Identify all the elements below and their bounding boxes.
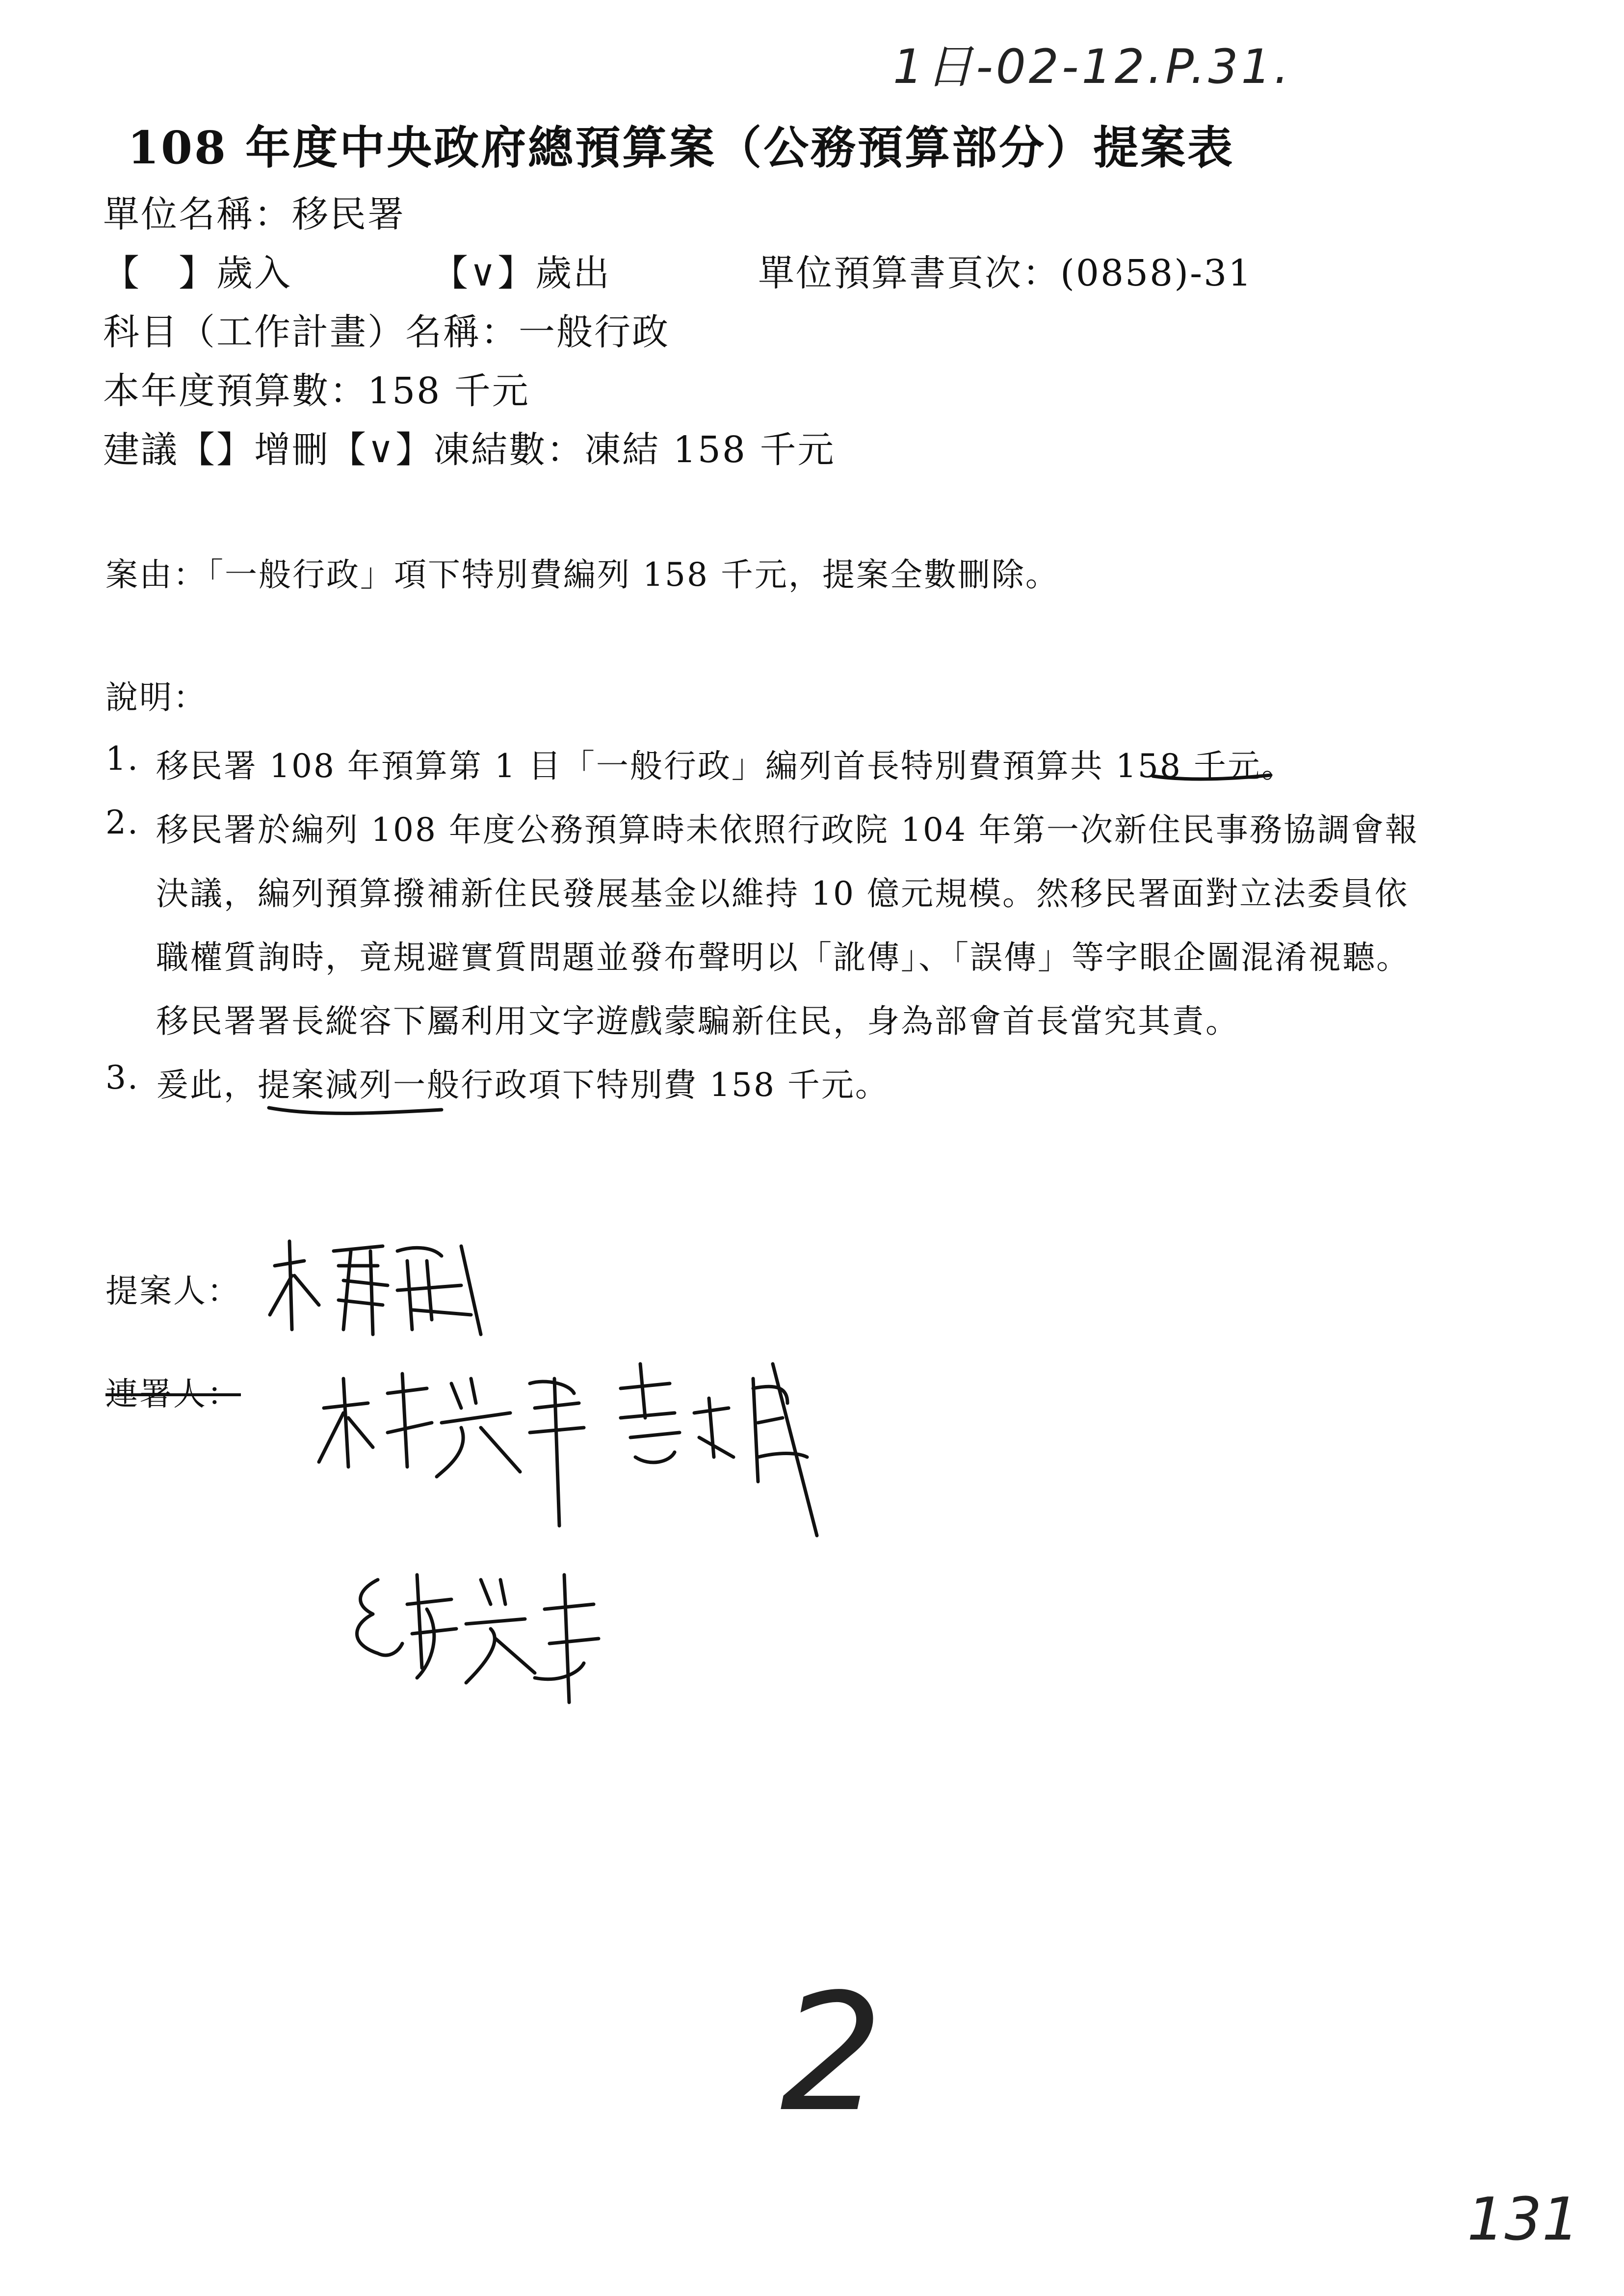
explanation-item-2-line-4: 移民署署長縱容下屬利用文字遊戲蒙騙新住民，身為部會首長當究其責。 xyxy=(156,1002,1239,1040)
case-reason: 案由：「一般行政」項下特別費編列 158 千元，提案全數刪除。 xyxy=(105,556,1059,594)
cosigner-signature-1 xyxy=(314,1364,589,1540)
subject-name: 科目（工作計畫）名稱：一般行政 xyxy=(103,311,670,353)
cosigner-signature-2 xyxy=(611,1359,866,1536)
explanation-item-1-line-1: 移民署 108 年預算第 1 目「一般行政」編列首長特別費預算共 158 千元。 xyxy=(156,747,1295,785)
expenditure-checkbox-label: 【∨】歲出 xyxy=(432,252,611,294)
explanation-label: 說明： xyxy=(105,678,207,716)
explanation-item-2-line-3: 職權質詢時，竟規避實質問題並發布聲明以「訛傳」、「誤傳」等字眼企圖混淆視聽。 xyxy=(156,939,1410,976)
revenue-checkbox-label: 【 】歲入 xyxy=(103,252,292,294)
annual-budget: 本年度預算數：158 千元 xyxy=(103,370,530,412)
explanation-item-2-number: 2. xyxy=(105,804,139,841)
handwritten-page-number: 131 xyxy=(1467,2186,1580,2254)
explanation-item-2-line-1: 移民署於編列 108 年度公務預算時未依照行政院 104 年第一次新住民事務協調會報 xyxy=(156,811,1419,849)
cosigner-signature-3 xyxy=(348,1560,623,1707)
proposer-signature xyxy=(265,1231,491,1344)
proposer-label: 提案人： xyxy=(105,1272,241,1310)
unit-name: 單位名稱：移民署 xyxy=(103,193,405,235)
handwritten-page-mark: 2 xyxy=(780,1959,883,2147)
explanation-item-3-number: 3. xyxy=(105,1059,139,1096)
page-title: 108 年度中央政府總預算案（公務預算部分）提案表 xyxy=(128,121,1235,174)
budget-page-reference: 單位預算書頁次：(0858)-31 xyxy=(758,252,1253,294)
suggestion-freeze: 建議【】增刪【∨】凍結數：凍結 158 千元 xyxy=(103,429,836,471)
explanation-item-3-line-1: 爰此，提案減列一般行政項下特別費 158 千元。 xyxy=(156,1066,889,1104)
explanation-item-1-number: 1. xyxy=(105,740,139,778)
explanation-item-2-line-2: 決議，編列預算撥補新住民發展基金以維持 10 億元規模。然移民署面對立法委員依 xyxy=(156,875,1409,913)
cosigner-label: 連署人： xyxy=(105,1375,241,1413)
handwritten-reference: 1日-02-12.P.31. xyxy=(893,39,1292,94)
